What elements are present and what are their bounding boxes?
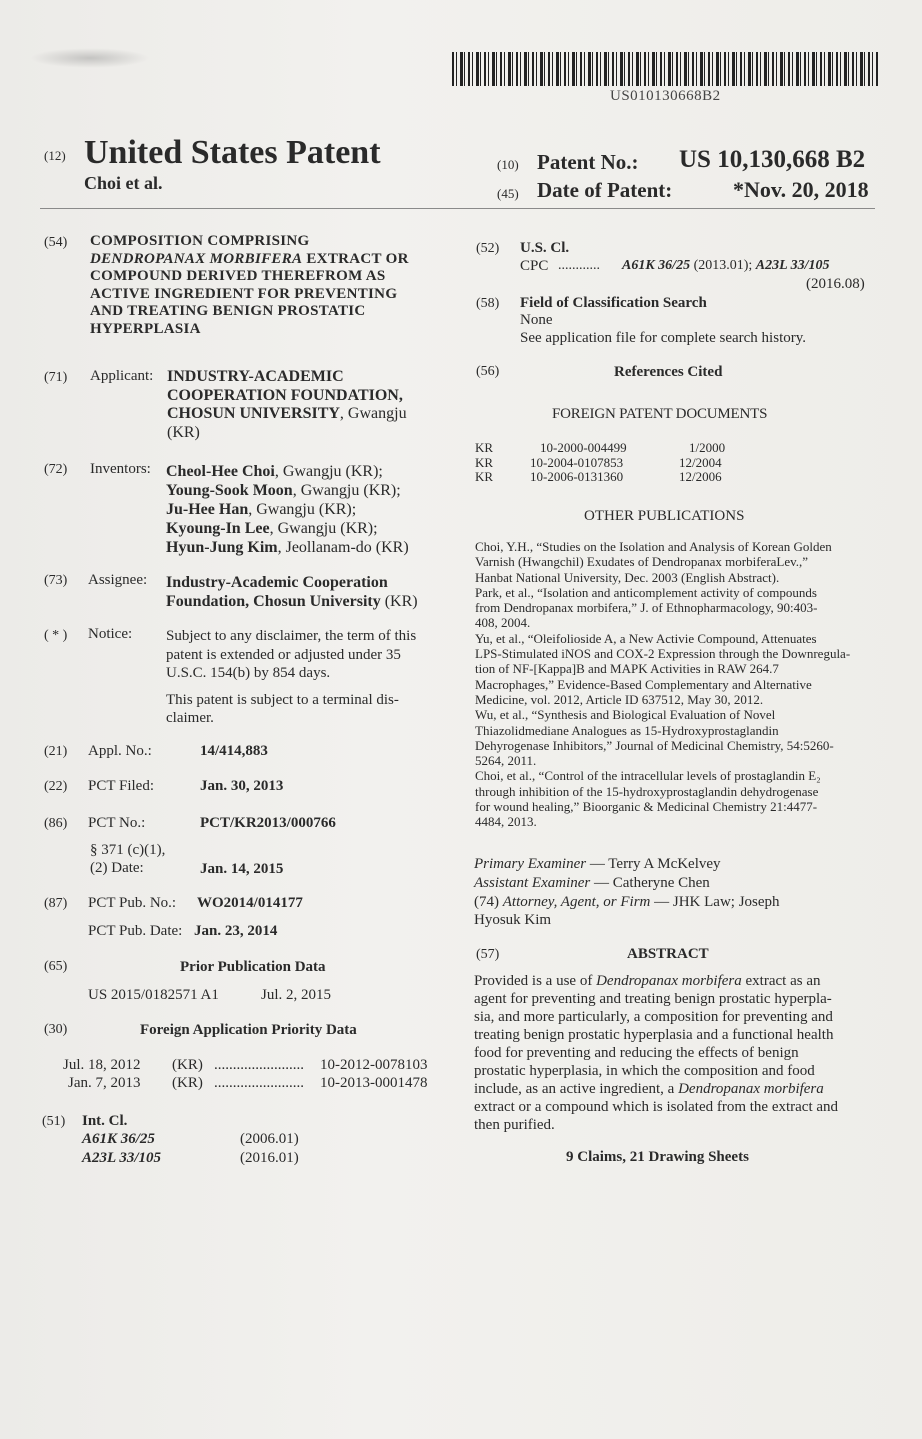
pct-pub-no: WO2014/014177 (197, 895, 303, 911)
prior-pub-date: Jul. 2, 2015 (261, 987, 332, 1003)
code-21: (21) (44, 744, 68, 759)
title-line: AND TREATING BENIGN PROSTATIC (90, 303, 366, 319)
pub-line: 5264, 2011. (475, 753, 537, 769)
notice-text (166, 627, 456, 728)
pub-line: for wound healing,” Bioorganic & Medicinal Chemistry 21:4477- (475, 799, 818, 815)
code-22: (22) (44, 779, 68, 794)
priority-date: Jan. 7, 2013 (68, 1075, 141, 1091)
inventor-loc: , Gwangju (KR); (248, 501, 357, 518)
cpc-version: (2013.01); (693, 258, 753, 273)
assistant-examiner-name: — Catheryne Chen (590, 875, 710, 891)
ref-num: 10-2006-0131360 (530, 469, 624, 484)
code-notice: ( * ) (44, 628, 68, 643)
prior-pub-heading: Prior Publication Data (180, 959, 326, 975)
publication (475, 707, 875, 768)
code-45: (45) (497, 186, 519, 201)
species-name: Dendropanax morbifera (678, 1081, 824, 1097)
applicant-line: COOPERATION FOUNDATION, (167, 386, 403, 404)
code-58: (58) (476, 296, 500, 311)
attorney-name-cont: Hyosuk Kim (474, 912, 552, 928)
patent-type-title: United States Patent (84, 134, 381, 171)
publication (475, 768, 875, 829)
other-pubs-heading: OTHER PUBLICATIONS (584, 508, 745, 524)
abstract-line: food for preventing and reducing the effects of benign (474, 1045, 799, 1061)
priority-dots: ........................ (214, 1075, 304, 1091)
publication (475, 631, 875, 707)
priority-number: 10-2012-0078103 (320, 1057, 428, 1073)
pub-line: through inhibition of the 15-hydroxyprostaglandin dehydrogenase (475, 783, 819, 799)
abstract-line: include, as an active ingredient, a Dendropanax morbifera (474, 1081, 824, 1097)
date-of-patent-label: Date of Patent: (537, 178, 673, 202)
code-51: (51) (42, 1114, 66, 1129)
inventor-loc: , Gwangju (KR); (292, 482, 401, 499)
assignee-label: Assignee: (88, 572, 148, 588)
header-rule (40, 208, 875, 209)
title-line: COMPOSITION COMPRISING (90, 233, 310, 249)
field-search-label: Field of Classification Search (520, 295, 707, 311)
notice-line: This patent is subject to a terminal dis- (166, 691, 399, 708)
int-cl-label: Int. Cl. (82, 1113, 128, 1129)
publication (475, 585, 875, 631)
code-86: (86) (44, 816, 68, 831)
code-56: (56) (476, 364, 500, 379)
cpc-codes (622, 258, 830, 274)
pct-pub-date-label: PCT Pub. Date: (88, 923, 183, 939)
pct-filed: Jan. 30, 2013 (200, 778, 284, 794)
cpc-class: A23L 33/105 (755, 258, 830, 273)
title-line: COMPOUND DERIVED THEREFROM AS (90, 268, 386, 284)
claims-sheets: 9 Claims, 21 Drawing Sheets (566, 1149, 749, 1165)
inventor-name: Young-Sook Moon (166, 482, 293, 499)
int-cl-version: (2006.01) (240, 1131, 299, 1147)
s371-date-label: (2) Date: (90, 860, 144, 876)
pub-line: Hanbat National University, Dec. 2003 (English Abstract). (475, 569, 780, 585)
field-search-note: See application file for complete search history. (520, 330, 807, 346)
code-87: (87) (44, 896, 68, 911)
s371-date: Jan. 14, 2015 (200, 861, 284, 877)
assignee-country: (KR) (380, 593, 418, 610)
pct-no: PCT/KR2013/000766 (200, 815, 336, 831)
invention-title (90, 233, 450, 338)
inventor-loc: , Gwangju (KR); (269, 520, 378, 537)
barcode-number: US010130668B2 (610, 88, 721, 104)
publication (475, 539, 875, 585)
inventor-loc: , Jeollanam-do (KR) (277, 539, 409, 556)
primary-examiner-name: — Terry A McKelvey (586, 856, 721, 872)
code-30: (30) (44, 1022, 68, 1037)
code-71: (71) (44, 370, 68, 385)
code-10: (10) (497, 157, 519, 172)
cpc-dots: ............ (558, 258, 600, 273)
applicant-line: CHOSUN UNIVERSITY (167, 405, 340, 422)
notice-line: claimer. (166, 710, 214, 726)
inventor (166, 462, 456, 481)
pub-line: Choi, et al., “Control of the intracellular levels of prostaglandin E₂ (475, 768, 821, 784)
attorney (474, 894, 780, 911)
pub-line: Varnish (Hwangchil) Exudates of Dendropanax morbiferaLev.,” (475, 554, 809, 570)
notice-label: Notice: (88, 626, 133, 642)
title-line: HYPERPLASIA (90, 320, 201, 337)
pub-line: Yu, et al., “Oleifolioside A, a New Activie Compound, Attenuates (475, 630, 817, 646)
abstract-line: agent for preventing and treating benign prostatic hyperpla- (474, 991, 832, 1007)
field-search-none: None (520, 312, 553, 328)
foreign-priority-heading: Foreign Application Priority Data (140, 1022, 357, 1038)
references-label: References Cited (614, 364, 723, 380)
pub-line: 4484, 2013. (475, 814, 537, 830)
patent-number: US 10,130,668 B2 (679, 146, 866, 173)
inventor-name: Hyun-Jung Kim (166, 539, 278, 556)
pub-line: Choi, Y.H., “Studies on the Isolation and Analysis of Korean Golden (475, 539, 832, 554)
pub-line: tion of NF-[Kappa]B and MAPK Activities in RAW 264.7 (475, 661, 779, 677)
int-cl-class: A61K 36/25 (82, 1131, 155, 1147)
abstract-line: treating benign prostatic hyperplasia and a functional health (474, 1027, 834, 1043)
code-74: (74) (474, 894, 499, 910)
ref-date: 12/2006 (679, 469, 722, 484)
inventors-list (166, 462, 456, 557)
priority-dots: ........................ (214, 1057, 304, 1073)
pub-line: Dehyrogenase Inhibitors,” Journal of Medicinal Chemistry, 54:5260- (475, 737, 834, 753)
primary-examiner-label: Primary Examiner (474, 856, 587, 872)
cpc-class: A61K 36/25 (622, 258, 691, 273)
code-73: (73) (44, 573, 68, 588)
code-52: (52) (476, 241, 500, 256)
attorney-label: Attorney, Agent, or Firm (502, 894, 651, 910)
abstract-line: sia, and more particularly, a composition for preventing and (474, 1009, 833, 1025)
attorney-name: — JHK Law; Joseph (650, 894, 780, 910)
priority-number: 10-2013-0001478 (320, 1075, 428, 1091)
pub-line: Macrophages,” Evidence-Based Complementary and Alternative (475, 676, 812, 692)
cpc-version: (2016.08) (806, 276, 865, 292)
inventor (166, 538, 456, 557)
assistant-examiner (474, 875, 710, 892)
foreign-docs-heading: FOREIGN PATENT DOCUMENTS (552, 406, 768, 422)
abstract-line: prostatic hyperplasia, in which the composition and food (474, 1063, 815, 1079)
ref-cc: KR (475, 440, 494, 455)
assignee (166, 573, 456, 611)
abstract-heading: ABSTRACT (627, 946, 709, 962)
inventor-name: Ju-Hee Han (166, 501, 249, 518)
assistant-examiner-label: Assistant Examiner (474, 875, 591, 891)
ref-cc: KR (475, 455, 494, 470)
ref-num: 10-2000-004499 (540, 440, 627, 455)
other-publications (475, 539, 875, 830)
barcode-image (452, 52, 878, 86)
code-72: (72) (44, 462, 68, 477)
applicant-city: , Gwangju (339, 405, 407, 422)
inventor (166, 481, 456, 500)
abstract-text (474, 972, 874, 1134)
appl-no: 14/414,883 (200, 743, 268, 759)
inventor (166, 500, 456, 519)
species-name: Dendropanax morbifera (596, 973, 742, 989)
patent-no-label: Patent No.: (537, 150, 639, 174)
inventors-label: Inventors: (90, 461, 151, 477)
pct-pub-date: Jan. 23, 2014 (194, 923, 278, 939)
pub-line: 408, 2004. (475, 615, 531, 631)
pub-line: Park, et al., “Isolation and anticomplement activity of compounds (475, 584, 817, 600)
int-cl-version: (2016.01) (240, 1150, 299, 1166)
inventor-loc: , Gwangju (KR); (274, 463, 383, 480)
int-cl-class: A23L 33/105 (82, 1150, 162, 1166)
ref-date: 1/2000 (689, 440, 726, 455)
abstract-line: Provided is a use of Dendropanax morbifera extract as an (474, 973, 821, 989)
scan-smudge (30, 48, 150, 68)
code-12: (12) (44, 148, 66, 163)
s371-label: § 371 (c)(1), (90, 842, 166, 858)
appl-no-label: Appl. No.: (88, 743, 152, 759)
ref-num: 10-2004-0107853 (530, 455, 624, 470)
abstract-line: then purified. (474, 1117, 555, 1133)
pub-line: Wu, et al., “Synthesis and Biological Evaluation of Novel (475, 707, 776, 723)
ref-cc: KR (475, 469, 494, 484)
inventor-name: Cheol-Hee Choi (166, 463, 275, 480)
cpc-label: CPC (520, 258, 549, 274)
pub-line: Thiazolidmediane Analogues as 15-Hydroxyprostaglandin (475, 722, 779, 738)
pub-line: Medicine, vol. 2012, Article ID 637512, May 30, 2012. (475, 691, 764, 707)
applicant-country: (KR) (167, 423, 200, 441)
code-65: (65) (44, 959, 68, 974)
pub-line: LPS-Stimulated iNOS and COX-2 Expression through the Downregula- (475, 646, 851, 662)
priority-date: Jul. 18, 2012 (63, 1057, 141, 1073)
assignee-line: Industry-Academic Cooperation (166, 574, 388, 591)
primary-examiner (474, 856, 721, 873)
notice-line: patent is extended or adjusted under 35 (166, 646, 401, 663)
inventor (166, 519, 456, 538)
title-rest: EXTRACT OR (302, 250, 409, 267)
title-line: ACTIVE INGREDIENT FOR PREVENTING (90, 285, 398, 302)
code-54: (54) (44, 235, 68, 250)
code-57: (57) (476, 947, 500, 962)
title-italic: DENDROPANAX MORBIFERA (90, 250, 303, 267)
applicant-label: Applicant: (90, 368, 154, 384)
ref-date: 12/2004 (679, 455, 722, 470)
notice-line: U.S.C. 154(b) by 854 days. (166, 665, 331, 681)
title-line (90, 251, 450, 269)
authors: Choi et al. (84, 173, 163, 193)
us-cl-label: U.S. Cl. (520, 240, 570, 256)
priority-country: (KR) (172, 1075, 203, 1091)
assignee-line: Foundation, Chosun University (166, 593, 381, 610)
priority-country: (KR) (172, 1057, 203, 1073)
pct-filed-label: PCT Filed: (88, 778, 154, 794)
applicant-line: INDUSTRY-ACADEMIC (167, 368, 344, 385)
notice-line: Subject to any disclaimer, the term of this (166, 628, 417, 644)
pct-no-label: PCT No.: (88, 815, 146, 831)
applicant (167, 368, 457, 442)
pub-line: from Dendropanax morbifera,” J. of Ethnopharmacology, 90:403- (475, 600, 818, 616)
pct-pub-no-label: PCT Pub. No.: (88, 895, 177, 911)
date-of-patent: *Nov. 20, 2018 (733, 177, 869, 202)
prior-pub-number: US 2015/0182571 A1 (88, 987, 219, 1003)
abstract-line: extract or a compound which is isolated from the extract and (474, 1099, 839, 1115)
inventor-name: Kyoung-In Lee (166, 520, 270, 537)
